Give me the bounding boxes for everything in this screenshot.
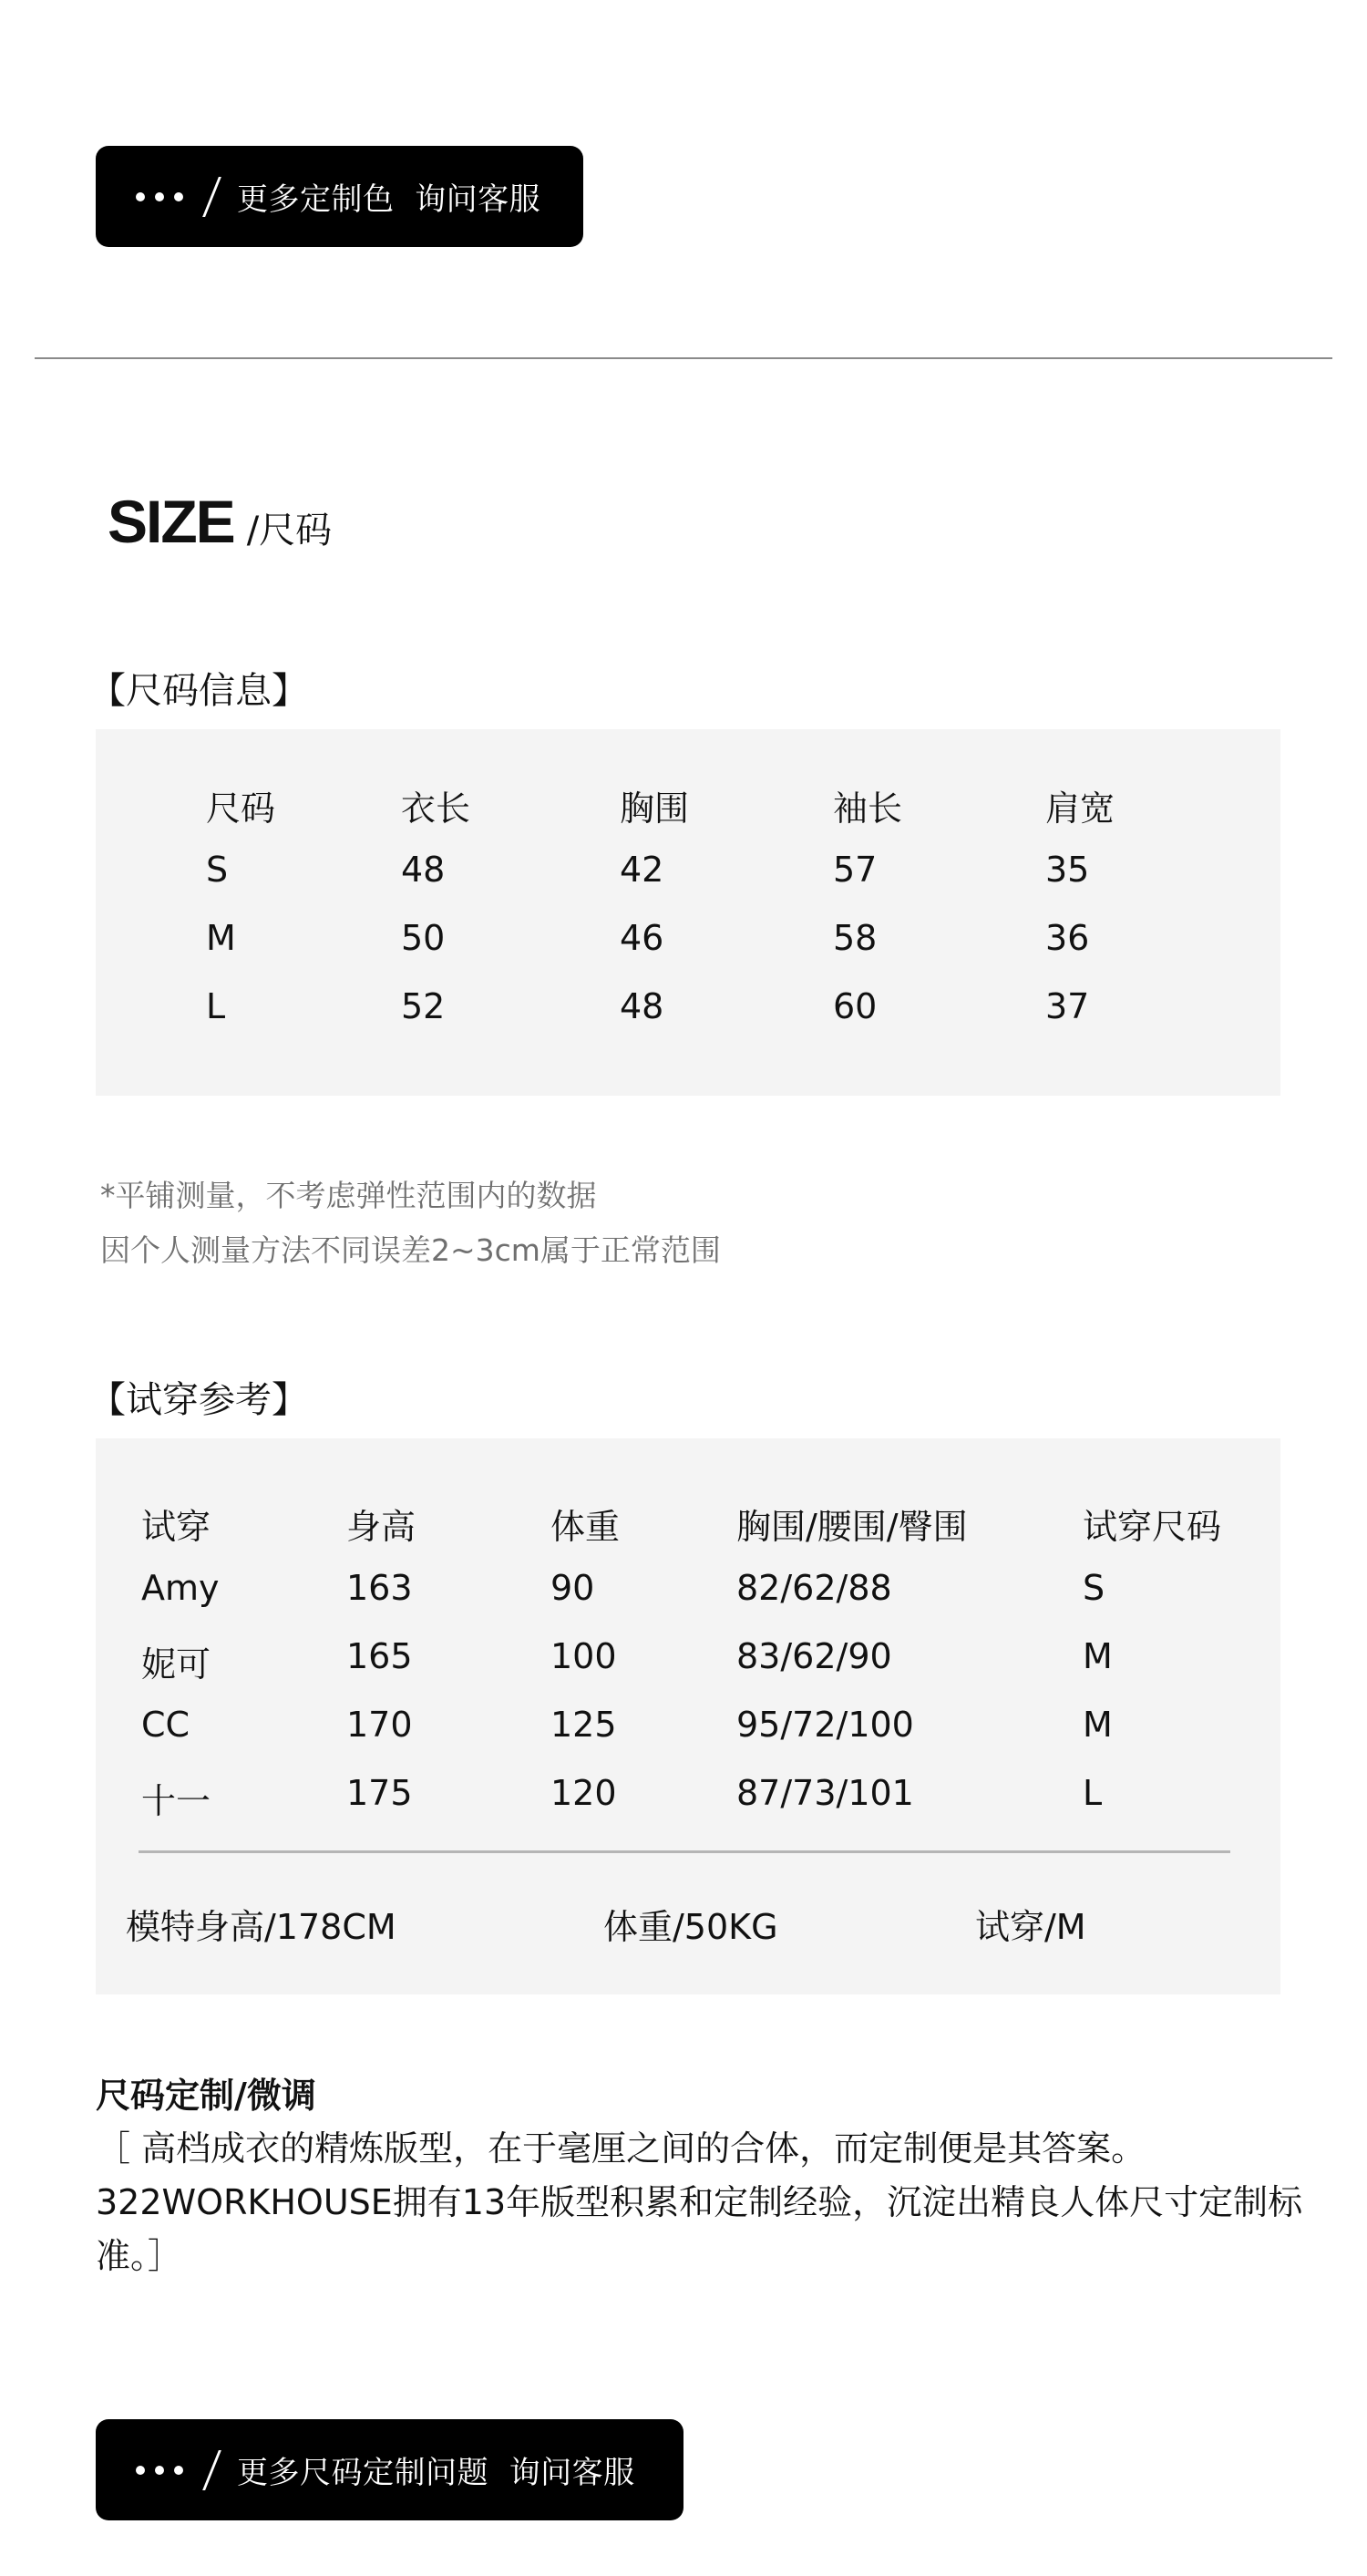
size-table-cell: 50 <box>401 918 446 958</box>
slash-icon <box>202 2450 221 2490</box>
size-table-header: 袖长 <box>833 788 903 829</box>
model-height: 模特身高/178CM <box>126 1907 396 1947</box>
size-table-cell: 46 <box>620 918 664 958</box>
size-heading <box>108 487 332 556</box>
customization-text-line: ［ 高档成衣的精炼版型，在于毫厘之间的合体，而定制便是其答案。 <box>96 2128 1146 2169</box>
size-table-cell: 37 <box>1045 986 1090 1026</box>
size-info-label: 【尺码信息】 <box>89 670 308 712</box>
size-table-cell: 52 <box>401 986 446 1026</box>
size-table-cell: 48 <box>620 986 664 1026</box>
size-table-header: 衣长 <box>401 788 471 829</box>
size-table-cell: 58 <box>833 918 878 958</box>
fitting-table-cell: 妮可 <box>141 1644 211 1685</box>
customization-text-line: 322WORKHOUSE拥有13年版型积累和定制经验，沉淀出精良人体尺寸定制标 <box>96 2182 1303 2222</box>
size-table-cell: 57 <box>833 850 878 890</box>
more-dots-icon <box>136 192 183 201</box>
size-table-cell: 36 <box>1045 918 1090 958</box>
fitting-table-cell: 100 <box>550 1636 617 1676</box>
fitting-table-header: 胸围/腰围/臀围 <box>736 1507 968 1547</box>
fitting-label: 【试穿参考】 <box>89 1379 308 1421</box>
size-heading-title: SIZE <box>108 488 234 555</box>
fitting-table-header: 身高 <box>346 1507 416 1547</box>
model-weight: 体重/50KG <box>603 1907 778 1947</box>
size-table-cell: 60 <box>833 986 878 1026</box>
size-table-cell: M <box>206 918 236 958</box>
measurement-note: *平铺测量，不考虑弹性范围内的数据 <box>100 1178 597 1213</box>
fitting-table-cell: S <box>1083 1568 1105 1608</box>
size-table-cell: S <box>206 850 229 890</box>
custom-color-contact-label: 更多定制色 询问客服 <box>237 181 541 218</box>
more-dots-icon <box>136 2466 183 2475</box>
fitting-table-cell: 175 <box>346 1773 413 1813</box>
measurement-note: 因个人测量方法不同误差2~3cm属于正常范围 <box>100 1232 721 1268</box>
fitting-table-cell: CC <box>141 1705 190 1745</box>
fitting-table-header: 试穿 <box>141 1507 211 1547</box>
fitting-table-cell: 120 <box>550 1773 617 1813</box>
fitting-table-cell: 82/62/88 <box>736 1568 892 1608</box>
fitting-table-cell: 90 <box>550 1568 595 1608</box>
size-custom-contact-button[interactable] <box>96 2419 684 2520</box>
size-table-header: 胸围 <box>620 788 690 829</box>
custom-color-contact-button[interactable] <box>96 146 583 247</box>
size-heading-subtitle: /尺码 <box>246 510 333 551</box>
size-table-header: 尺码 <box>206 788 276 829</box>
size-custom-contact-label: 更多尺码定制问题 询问客服 <box>237 2455 635 2491</box>
customization-title: 尺码定制/微调 <box>96 2076 316 2116</box>
size-table-header: 肩宽 <box>1045 788 1115 829</box>
fitting-table-cell: 165 <box>346 1636 413 1676</box>
size-table-cell: 35 <box>1045 850 1090 890</box>
fitting-table-cell: L <box>1083 1773 1103 1813</box>
customization-text-line: 准。］ <box>96 2236 183 2276</box>
size-table-cell: L <box>206 986 226 1026</box>
fitting-table-cell: 125 <box>550 1705 617 1745</box>
fitting-table-header: 试穿尺码 <box>1083 1507 1222 1547</box>
model-fit-size: 试穿/M <box>975 1907 1086 1947</box>
section-divider <box>35 357 1332 359</box>
fitting-table-cell: 163 <box>346 1568 413 1608</box>
fitting-table-cell: 170 <box>346 1705 413 1745</box>
fitting-table-cell: 87/73/101 <box>736 1773 914 1813</box>
fitting-table-cell: M <box>1083 1705 1113 1745</box>
fitting-table-cell: 十一 <box>141 1781 211 1821</box>
size-table-cell: 48 <box>401 850 446 890</box>
size-table-cell: 42 <box>620 850 664 890</box>
fitting-table-cell: 83/62/90 <box>736 1636 892 1676</box>
slash-icon <box>202 177 221 217</box>
fitting-table-header: 体重 <box>550 1507 621 1547</box>
fitting-panel-rule <box>139 1850 1230 1853</box>
fitting-table-cell: Amy <box>141 1568 220 1608</box>
fitting-table-cell: 95/72/100 <box>736 1705 914 1745</box>
fitting-table-cell: M <box>1083 1636 1113 1676</box>
